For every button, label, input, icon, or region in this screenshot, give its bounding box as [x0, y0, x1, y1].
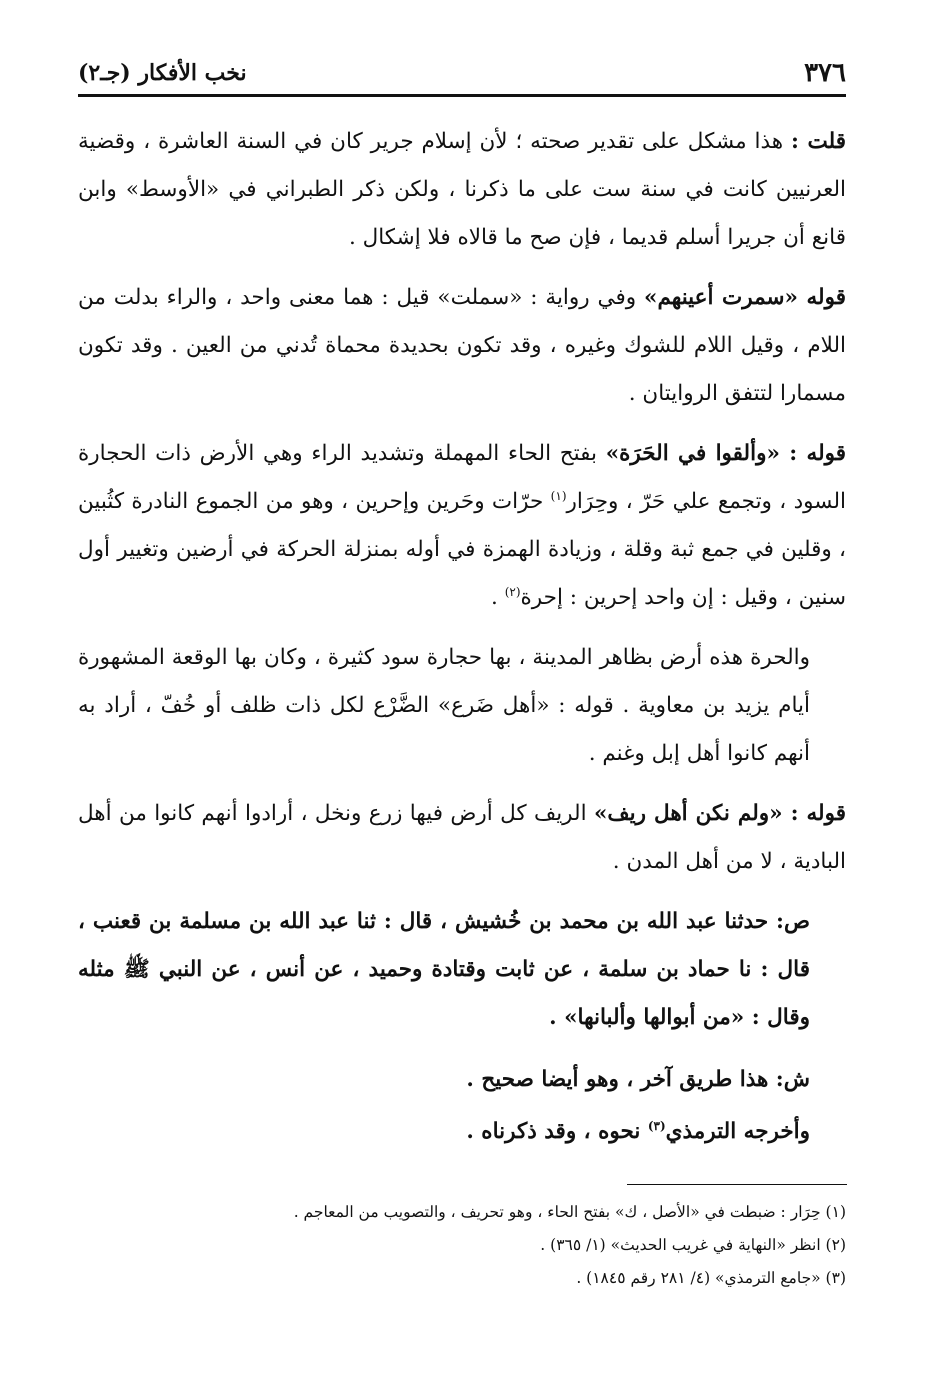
footnote-ref-3[interactable]: (٣)	[647, 1118, 666, 1133]
paragraph-harra-location	[78, 634, 846, 778]
footnote-separator	[627, 1184, 847, 1185]
main-text	[78, 118, 846, 1158]
footnote-ref-1[interactable]: (١)	[550, 488, 567, 503]
page-header	[78, 52, 846, 94]
paragraph-lead: قوله «سمرت أعينهم»	[644, 285, 846, 310]
paragraph-lead: قوله : «وألقوا في الحَرَة»	[605, 441, 847, 466]
footnotes	[78, 1196, 846, 1295]
paragraph-text: ص: حدثنا عبد الله بن محمد بن خُشيش ، قال : ثنا عبد الله بن مسلمة بن قعنب ، قال : نا حماد بن سلمة ، عن ثابت وقتادة وحميد ، عن أنس ، عن النبي ﷺ مثله وقال : «من أبوالها وألبانها» .	[78, 909, 810, 1030]
paragraph-text: نحوه ، وقد ذكرناه .	[466, 1119, 648, 1144]
paragraph-text: بفتح الحاء المهملة وتشديد الراء وهي الأرض ذات الحجارة السود ، وتجمع علي حَرّ ، وحِرَار	[78, 441, 846, 514]
paragraph-text: والحرة هذه أرض بظاهر المدينة ، بها حجارة سود كثيرة ، وكان بها الوقعة المشهورة أيام يزيد بن معاوية . قوله : «أهل ضَرع» الضَّرْع لكل ذات ظلف أو خُفّ ، أراد به أنهم كانوا أهل إبل وغنم .	[78, 645, 810, 766]
footnote-3: (٣) «جامع الترمذي» (٤/ ٢٨١ رقم ١٨٤٥) .	[576, 1269, 846, 1287]
footnote-1: (١) حِرَار : ضبطت في «الأصل ، ك» بفتح الحاء ، وهو تحريف ، والتصويب من المعاجم .	[293, 1203, 846, 1221]
paragraph-text: وفي رواية : «سملت» قيل : هما معنى واحد ، والراء بدلت من اللام ، وقيل اللام للشوك وغيره ، وقد تكون بحديدة محماة تُدني من العين . وقد تكون مسمارا لتتفق الروايتان .	[78, 285, 846, 406]
paragraph-text: الريف كل أرض فيها زرع ونخل ، أرادوا أنهم كانوا من أهل البادية ، لا من أهل المدن .	[78, 801, 846, 874]
paragraph-text: حرّات وحَرين وإحرين ، وهو من الجموع النادرة كثُبين ، وقلين في جمع ثبة وقلة ، وزيادة الهمزة في أوله بمنزلة الحركة في أرضين وتغيير أول سنين ، وقيل : إن واحد إحرين : إحرة	[78, 489, 846, 610]
paragraph-text: هذا مشكل على تقدير صحته ؛ لأن إسلام جرير كان في السنة العاشرة ، وقضية العرنيين كانت في سنة ست على ما ذكرنا ، ولكن ذكر الطبراني في «الأوسط» وابن قانع أن جريرا أسلم قديما ، فإن صح ما قالاه فلا إشكال .	[78, 129, 846, 250]
paragraph-lead: قوله : «ولم نكن أهل ريف»	[593, 801, 846, 826]
paragraph-rif	[78, 790, 846, 886]
paragraph-sharh	[78, 1054, 846, 1106]
paragraph-text: وأخرجه الترمذي	[665, 1119, 810, 1144]
paragraph-lead: قلت :	[791, 129, 846, 154]
paragraph-qult	[78, 118, 846, 262]
header-rule	[78, 94, 846, 97]
paragraph-sumirat	[78, 274, 846, 418]
paragraph-text: ش: هذا طريق آخر ، وهو أيضا صحيح .	[466, 1067, 810, 1092]
footnote-ref-2[interactable]: (٢)	[504, 584, 521, 599]
paragraph-text: .	[491, 585, 505, 610]
paragraph-harra	[78, 430, 846, 622]
page-number: ٣٧٦	[804, 58, 846, 88]
paragraph-isnad	[78, 898, 846, 1042]
paragraph-tirmidhi	[78, 1106, 846, 1158]
running-title: نخب الأفكار (جـ٢)	[78, 60, 247, 86]
footnote-2: (٢) انظر «النهاية في غريب الحديث» (١/ ٣٦٥) .	[540, 1236, 846, 1254]
